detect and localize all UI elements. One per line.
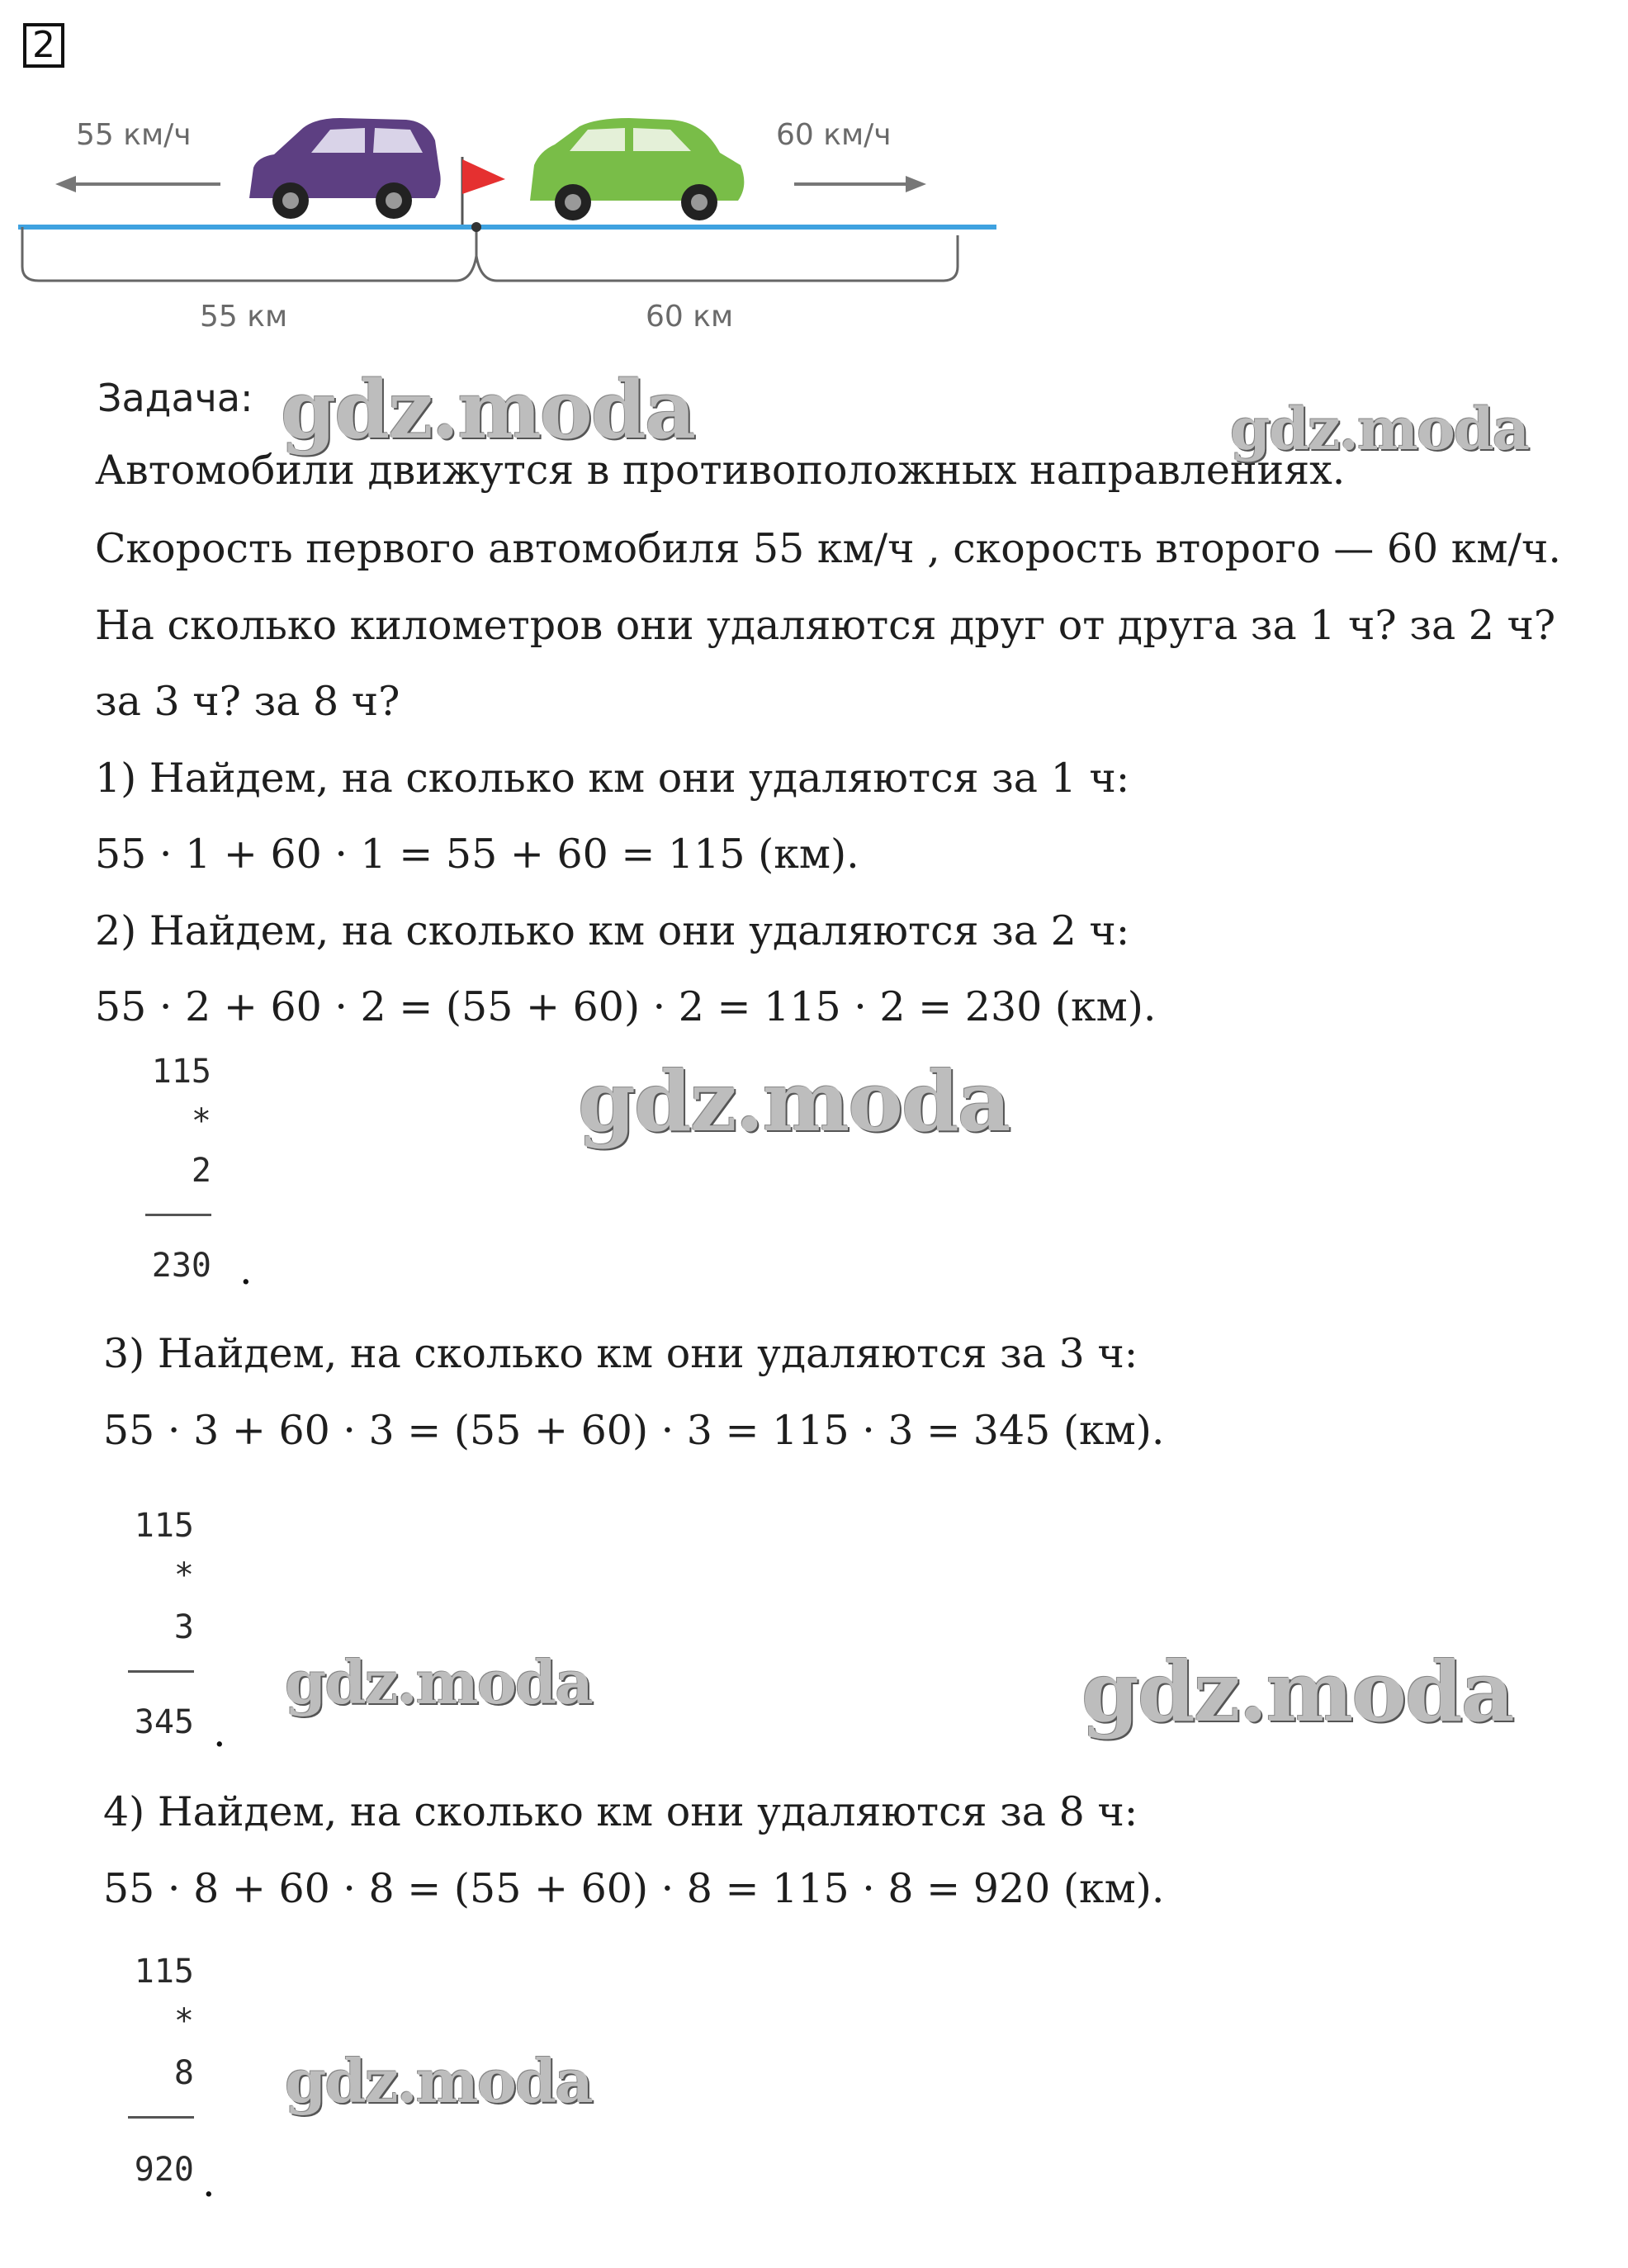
calc-1-result: 230 (151, 1247, 211, 1285)
calc-3-multiplicand: 115 (134, 1953, 194, 1991)
calc-1-multiplier: 2 (191, 1152, 211, 1190)
step-4-title: 4) Найдем, на сколько км они удаляются за 8 ч: (103, 1788, 1138, 1835)
calc-3-operator: * (173, 2002, 194, 2040)
task-number: 2 (23, 23, 64, 68)
calc-2-result: 345 (134, 1703, 194, 1741)
right-speed-label: 60 км/ч (776, 118, 892, 152)
calc-2-rule (128, 1670, 194, 1673)
watermark-4: gdz.moda (285, 1647, 592, 1717)
right-distance-label: 60 км (646, 300, 734, 334)
calc-2-multiplier: 3 (173, 1608, 194, 1646)
calc-1-end: . (239, 1247, 253, 1294)
watermark-2: gdz.moda (1230, 395, 1529, 463)
problem-line-1: Автомобили движутся в противоположных направлениях. (95, 447, 1346, 494)
calc-1-operator: * (191, 1102, 211, 1140)
calc-3-rule (128, 2116, 194, 2119)
step-1-title: 1) Найдем, на сколько км они удаляются за 1 ч: (95, 755, 1130, 802)
calc-1-multiplicand: 115 (151, 1053, 211, 1091)
step-3-formula: 55 · 3 + 60 · 3 = (55 + 60) · 3 = 115 · 3 = 345 (км). (103, 1407, 1165, 1454)
watermark-5: gdz.moda (1081, 1643, 1513, 1740)
step-1-formula: 55 · 1 + 60 · 1 = 55 + 60 = 115 (км). (95, 831, 859, 878)
calc-1-rule (145, 1214, 211, 1216)
calc-3-end: . (202, 2159, 215, 2206)
calc-3-multiplier: 8 (173, 2054, 194, 2092)
left-speed-label: 55 км/ч (76, 118, 192, 152)
step-4-formula: 55 · 8 + 60 · 8 = (55 + 60) · 8 = 115 · 8 = 920 (км). (103, 1865, 1165, 1912)
step-2-title: 2) Найдем, на сколько км они удаляются за 2 ч: (95, 907, 1130, 954)
cars-illustration (18, 78, 996, 343)
step-3-title: 3) Найдем, на сколько км они удаляются за 3 ч: (103, 1330, 1138, 1377)
problem-line-4: за 3 ч? за 8 ч? (95, 678, 400, 725)
step-2-formula: 55 · 2 + 60 · 2 = (55 + 60) · 2 = 115 · 2 = 230 (км). (95, 983, 1157, 1030)
calc-2-end: . (213, 1709, 226, 1756)
problem-line-2: Скорость первого автомобиля 55 км/ч , скорость второго — 60 км/ч. (95, 525, 1562, 572)
calc-2-operator: * (173, 1556, 194, 1594)
watermark-6: gdz.moda (285, 2046, 592, 2116)
problem-line-3: На сколько километров они удаляются друг от друга за 1 ч? за 2 ч? (95, 602, 1556, 649)
left-distance-label: 55 км (200, 300, 288, 334)
calc-3-result: 920 (134, 2151, 194, 2189)
watermark-3: gdz.moda (578, 1053, 1010, 1150)
task-heading: Задача: (97, 376, 253, 420)
calc-2-multiplicand: 115 (134, 1507, 194, 1545)
watermark-1: gdz.moda (281, 363, 695, 457)
